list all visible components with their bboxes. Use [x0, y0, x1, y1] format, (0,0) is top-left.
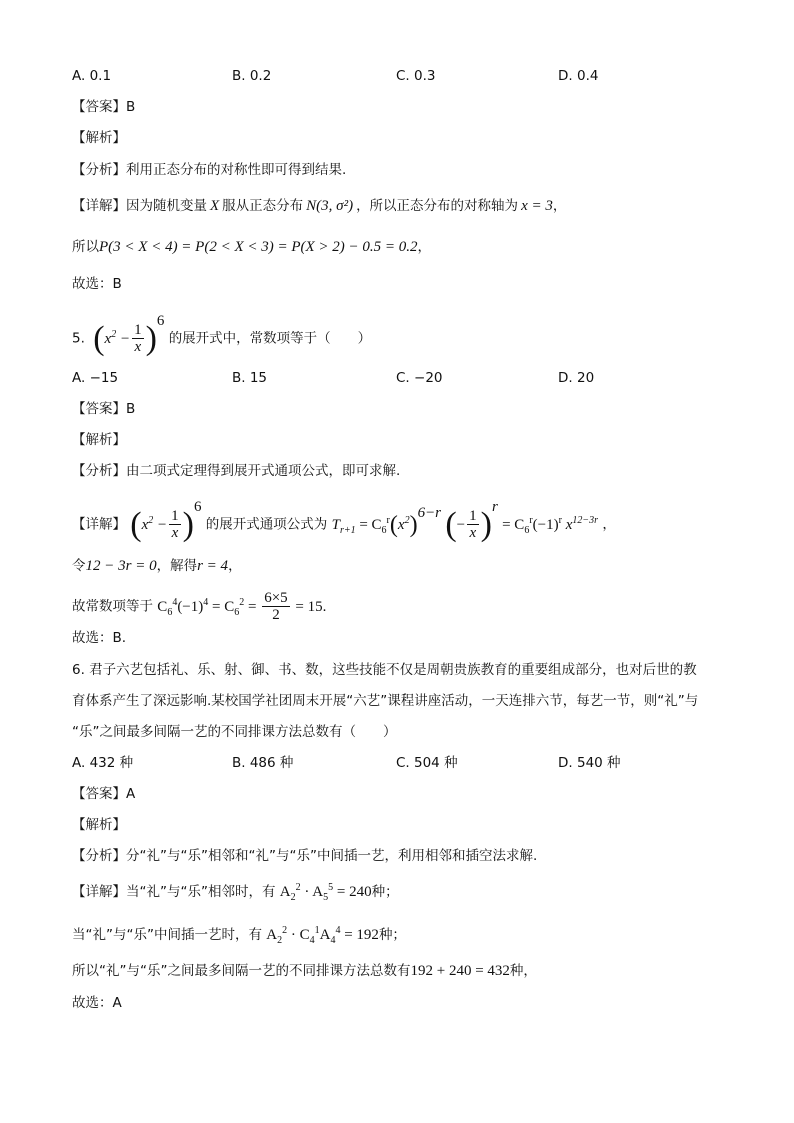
q4-fenxi: 【分析】利用正态分布的对称性即可得到结果.: [72, 162, 347, 178]
q5-answer: 【答案】B: [72, 401, 136, 417]
q4-xiangjie-text-2: 服从正态分布: [222, 198, 304, 214]
q4-xiangjie-text-3: ，所以正态分布的对称轴为: [356, 198, 519, 214]
q5-option-b: B. 15: [232, 370, 268, 386]
q4-axis-eq: x = 3: [521, 198, 553, 214]
q6-xiangjie-3-math: 192 + 240 = 432: [410, 963, 510, 979]
q6-option-a: A. 432 种: [72, 755, 134, 771]
q5-solve-end: ，: [228, 558, 242, 574]
q4-line2-suffix: ，: [417, 239, 432, 255]
q4-option-a: A. 0.1: [72, 68, 112, 84]
q5-solve-line: [72, 556, 242, 576]
q4-option-d: D. 0.4: [558, 68, 599, 84]
q4-var-x: X: [210, 198, 220, 214]
q5-solve-mid: ，解得: [156, 558, 198, 574]
q6-option-b: B. 486 种: [232, 755, 294, 771]
q6-option-d: D. 540 种: [558, 755, 621, 771]
q6-jiexi: 【解析】: [72, 817, 126, 833]
q6-xiangjie-3: [72, 961, 537, 981]
q5-stem: [72, 313, 372, 357]
q4-choose: 故选：B: [72, 276, 122, 292]
q5-number: 5.: [72, 330, 85, 347]
q5-jiexi: 【解析】: [72, 432, 126, 448]
q4-xiangjie: [72, 196, 566, 216]
q6-stem-line-1: 6. 君子六艺包括礼、乐、射、御、书、数，这些技能不仅是周朝贵族教育的重要组成部分，也对后世的教: [72, 662, 697, 678]
q5-option-c: C. −20: [396, 370, 443, 386]
q5-option-d: D. 20: [558, 370, 595, 386]
q5-constant-eq: $C_6^4(-1)^4 = C_6^2$ = $\frac{6\times 5}{2}$ = 15.: [157, 590, 327, 623]
q5-stem-text: 的展开式中，常数项等于（ ）: [168, 330, 372, 347]
q5-fenxi: 【分析】由二项式定理得到展开式通项公式，即可求解.: [72, 463, 401, 479]
q4-answer: 【答案】B: [72, 99, 136, 115]
q5-xiangjie-label: 【详解】: [72, 516, 126, 533]
q4-normal-dist: N(3, σ²): [306, 198, 354, 214]
q6-stem-line-2: 育体系产生了深远影响.某校国学社团周末开展“六艺”课程讲座活动，一天连排六节，每艺一节，则“礼”与: [72, 693, 699, 709]
q6-xiangjie-1-math: $A_2^2 \cdot A_5^5 = 240$: [279, 882, 372, 903]
q5-xiangjie-mid: 的展开式通项公式为: [205, 516, 328, 533]
q4-line2-prefix: 所以: [72, 239, 99, 255]
q5-solve-eq: 12 − 3r = 0: [85, 558, 157, 574]
q5-constant-line: [72, 590, 326, 623]
q6-stem-line-3: “乐”之间最多间隔一艺的不同排课方法总数有（ ）: [72, 724, 397, 740]
q6-choose: 故选：A: [72, 995, 122, 1011]
q6-fenxi: 【分析】分“礼”与“乐”相邻和“礼”与“乐”中间插一艺，利用相邻和插空法求解.: [72, 848, 538, 864]
q5-xiangjie: [72, 499, 616, 543]
q6-xiangjie-2-math: $A_2^2 \cdot C_4^1A_4^4 = 192$: [266, 925, 379, 946]
q6-answer: 【答案】A: [72, 786, 136, 802]
q4-option-b: B. 0.2: [232, 68, 272, 84]
q6-xiangjie-2: [72, 925, 406, 945]
q5-xiangjie-end: ，: [602, 516, 616, 533]
q5-general-term: $T_{r+1} = C_6^r(x^2)^{6-r}$ (− $\frac{1}{x}$ )$^r = C_6^r(-1)^r$ $x^{12-3r}$: [331, 499, 599, 543]
q6-xiangjie-2-suffix: 种；: [378, 927, 406, 943]
q5-option-a: A. −15: [72, 370, 119, 386]
q5-binomial: ($x^2$ − $\frac{1}{x}$ )$^6$: [93, 313, 165, 357]
q4-xiangjie-text-4: ，: [552, 198, 567, 214]
q6-option-c: C. 504 种: [396, 755, 458, 771]
q4-probability-line: [72, 237, 431, 257]
q6-xiangjie-3-prefix: 所以“礼”与“乐”之间最多间隔一艺的不同排课方法总数有: [72, 963, 411, 979]
q4-option-c: C. 0.3: [396, 68, 436, 84]
q6-xiangjie-1-prefix: 【详解】当“礼”与“乐”相邻时，有: [72, 884, 276, 900]
q5-solve-r: r = 4: [197, 558, 229, 574]
q5-binomial-2: ($x^2$ − $\frac{1}{x}$ )$^6$: [130, 499, 202, 543]
q4-jiexi: 【解析】: [72, 130, 126, 146]
q6-xiangjie-2-prefix: 当“礼”与“乐”中间插一艺时，有: [72, 927, 262, 943]
q4-probability-eq: P(3 < X < 4) = P(2 < X < 3) = P(X > 2) − 0.5 = 0.2: [99, 239, 418, 255]
q6-xiangjie-1-suffix: 种；: [371, 884, 399, 900]
q6-xiangjie-3-suffix: 种，: [509, 963, 537, 979]
q6-xiangjie-1: [72, 882, 399, 902]
q4-xiangjie-label: 【详解】: [72, 198, 126, 214]
q5-constant-prefix: 故常数项等于: [72, 598, 153, 615]
q5-choose: 故选：B.: [72, 630, 127, 646]
q5-solve-prefix: 令: [72, 558, 86, 574]
q4-xiangjie-text-1: 因为随机变量: [126, 198, 207, 214]
